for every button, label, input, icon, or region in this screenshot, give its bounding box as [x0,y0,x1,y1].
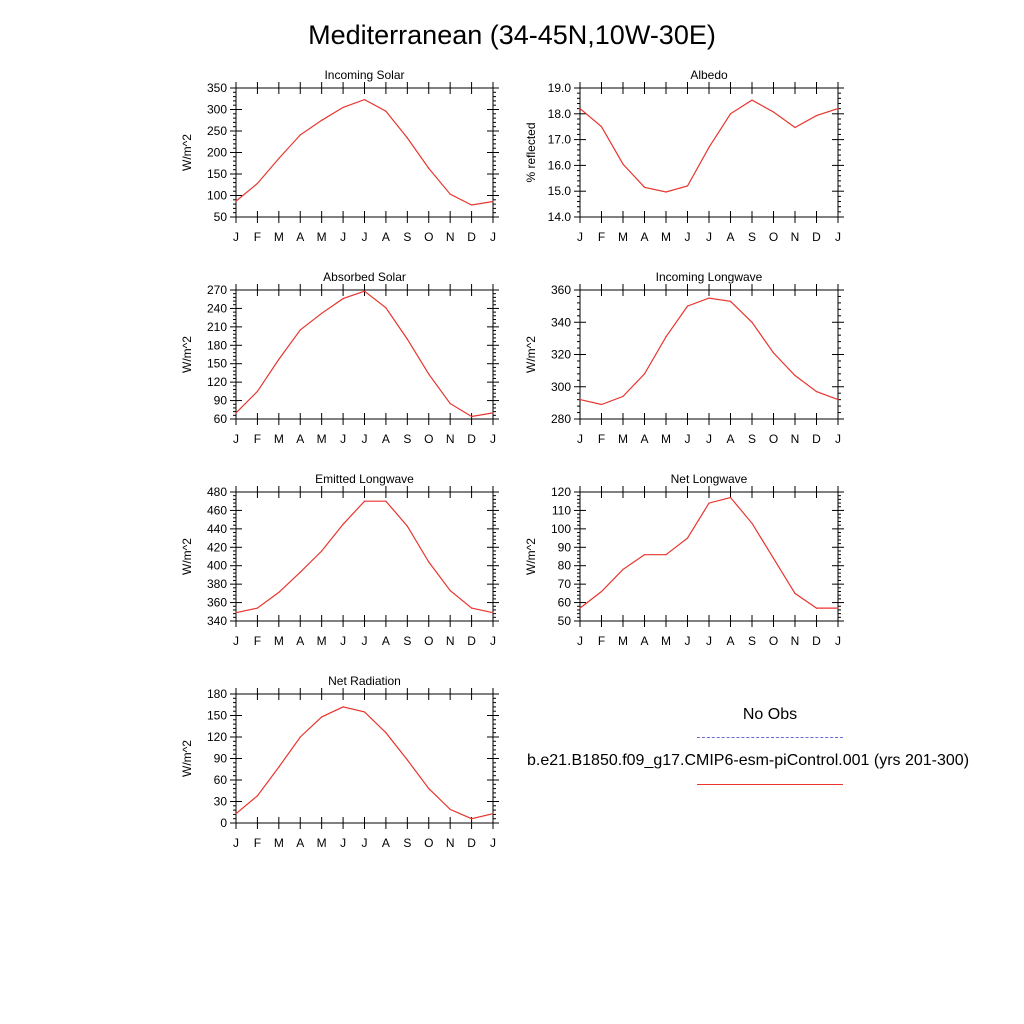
data-point [342,706,343,707]
x-tick-label: M [661,230,671,244]
y-tick-label: 100 [550,521,571,536]
y-tick-label: 340 [550,315,571,330]
x-tick-label: N [445,432,455,446]
x-tick-label: A [726,230,735,244]
x-tick-label: D [812,230,821,244]
data-point [321,313,322,314]
data-point [450,403,451,404]
x-tick-label: J [577,432,583,446]
data-point [794,127,795,128]
x-tick-label: O [768,230,779,244]
data-point [342,524,343,525]
data-point [751,322,752,323]
x-tick-label: A [296,634,305,648]
data-point [385,111,386,112]
y-axis-label: W/m^2 [524,336,538,373]
data-point [428,561,429,562]
data-point [601,591,602,592]
y-tick-label: 300 [550,379,571,394]
data-point [385,307,386,308]
data-point [579,399,580,400]
y-tick-label: 300 [206,102,227,117]
plot-frame [580,492,838,621]
data-point [773,558,774,559]
y-tick-label: 460 [206,503,227,518]
x-tick-label: F [597,230,606,244]
x-tick-label: M [316,836,327,850]
panel-3 [524,270,844,446]
x-tick-label: M [661,634,671,648]
x-tick-label: O [424,836,434,850]
data-point [579,108,580,109]
data-point [407,137,408,138]
y-tick-label: 150 [206,708,227,723]
series-line [236,501,493,613]
data-point [471,818,472,819]
y-tick-label: 80 [557,558,571,573]
data-point [321,550,322,551]
data-point [471,416,472,417]
x-tick-label: A [726,432,735,446]
y-tick-label: 250 [206,124,227,138]
y-tick-label: 50 [557,614,571,628]
y-tick-label: 17.0 [547,132,571,147]
data-point [687,306,688,307]
y-tick-label: 270 [206,283,227,297]
data-point [300,736,301,737]
x-tick-label: O [424,634,434,648]
y-tick-label: 240 [206,301,227,316]
x-tick-label: F [597,634,606,648]
x-tick-label: O [768,634,779,648]
y-tick-label: 90 [213,751,227,766]
data-point [278,359,279,360]
x-tick-label: F [253,634,262,648]
data-point [300,134,301,135]
data-point [407,759,408,760]
data-point [450,194,451,195]
data-point [644,187,645,188]
data-point [665,336,666,337]
x-tick-label: D [812,432,821,446]
y-tick-label: 60 [557,595,571,610]
plot-frame [236,88,493,217]
x-tick-label: J [233,836,239,850]
data-point [342,107,343,108]
y-tick-label: 360 [550,283,571,297]
x-tick-label: J [706,634,712,648]
y-tick-label: 200 [206,145,227,160]
legend-obs-line [697,737,843,738]
x-tick-label: J [340,836,347,850]
x-tick-label: J [684,634,691,648]
plot-frame [236,290,493,419]
panel-2 [180,270,499,446]
data-point [773,111,774,112]
panel-6 [180,674,499,850]
data-point [471,204,472,205]
data-point [579,608,580,609]
x-tick-label: F [253,230,262,244]
data-point [364,501,365,502]
x-tick-label: J [361,836,368,850]
x-tick-label: J [340,230,347,244]
data-point [235,612,236,613]
x-tick-label: J [706,230,712,244]
y-tick-label: 30 [213,794,227,809]
x-tick-label: O [424,432,434,446]
x-tick-label: A [381,836,390,850]
data-point [794,375,795,376]
x-tick-label: A [640,230,649,244]
y-tick-label: 440 [206,521,227,536]
panel-title: Emitted Longwave [315,472,414,486]
series-line [236,100,493,205]
panel-1 [524,68,844,244]
data-point [428,788,429,789]
plot-frame [236,694,493,823]
x-tick-label: O [424,230,434,244]
x-tick-label: J [684,230,691,244]
y-tick-label: 100 [206,188,227,203]
data-point [300,572,301,573]
series-line [236,291,493,416]
x-tick-label: F [597,432,606,446]
x-tick-label: N [790,230,800,244]
x-tick-label: M [273,432,284,446]
data-point [407,339,408,340]
x-tick-label: S [403,836,412,850]
x-tick-label: N [445,634,455,648]
data-point [816,391,817,392]
x-tick-label: J [490,634,496,648]
x-tick-label: N [790,634,800,648]
y-axis-label: W/m^2 [180,740,194,777]
y-tick-label: 120 [206,730,227,744]
panel-title: Net Radiation [328,674,401,688]
x-tick-label: J [490,836,496,850]
x-tick-label: M [316,634,327,648]
y-tick-label: 110 [551,503,571,518]
y-tick-label: 150 [206,167,227,181]
data-point [687,185,688,186]
x-tick-label: J [577,230,583,244]
data-point [342,298,343,299]
x-tick-label: M [618,230,628,244]
data-point [644,554,645,555]
x-tick-label: A [640,634,649,648]
y-tick-label: 280 [550,412,571,426]
y-tick-label: 15.0 [547,184,571,199]
data-point [450,590,451,591]
data-point [708,502,709,503]
x-tick-label: A [296,432,305,446]
data-point [300,329,301,330]
data-point [622,396,623,397]
data-point [622,164,623,165]
data-point [428,168,429,169]
panel-title: Net Longwave [670,472,748,486]
data-point [665,554,666,555]
y-axis-label: % reflected [524,122,538,183]
panel-title: Incoming Solar [324,68,405,82]
data-point [492,412,493,413]
data-point [730,113,731,114]
y-tick-label: 360 [206,595,227,610]
y-tick-label: 50 [213,210,227,224]
series-line [580,498,838,609]
y-tick-label: 90 [213,393,227,408]
data-point [622,569,623,570]
y-tick-label: 320 [550,347,571,362]
x-tick-label: J [361,432,368,446]
data-point [428,374,429,375]
x-tick-label: J [835,634,841,648]
x-tick-label: N [445,836,455,850]
y-tick-label: 0 [220,816,227,830]
data-point [665,191,666,192]
x-tick-label: J [340,634,347,648]
data-point [816,115,817,116]
x-tick-label: F [253,836,262,850]
data-point [687,537,688,538]
x-tick-label: D [467,836,476,850]
x-tick-label: J [490,230,496,244]
data-point [751,100,752,101]
x-tick-label: J [361,230,368,244]
data-point [601,404,602,405]
x-tick-label: A [381,230,390,244]
data-point [730,301,731,302]
y-tick-label: 16.0 [547,158,571,173]
data-point [708,297,709,298]
x-tick-label: N [445,230,455,244]
panel-5 [524,472,844,648]
data-point [257,795,258,796]
data-point [257,183,258,184]
data-point [837,608,838,609]
data-point [450,809,451,810]
data-point [235,813,236,814]
data-point [837,399,838,400]
x-tick-label: A [381,432,390,446]
data-point [837,108,838,109]
x-tick-label: J [835,230,841,244]
data-point [751,523,752,524]
y-tick-label: 400 [206,558,227,573]
x-tick-label: J [684,432,691,446]
data-point [235,200,236,201]
legend-model-label: b.e21.B1850.f09_g17.CMIP6-esm-piControl.001 (yrs 201-300) [527,752,970,769]
x-tick-label: O [768,432,779,446]
y-tick-label: 210 [206,319,227,334]
y-tick-label: 18.0 [547,106,571,121]
y-tick-label: 70 [557,577,571,592]
figure-title: Mediterranean (34-45N,10W-30E) [308,20,716,50]
data-point [257,608,258,609]
data-point [492,201,493,202]
x-tick-label: M [316,230,327,244]
x-tick-label: J [233,634,239,648]
data-point [794,593,795,594]
x-tick-label: A [296,230,305,244]
x-tick-label: J [361,634,368,648]
y-tick-label: 420 [206,540,227,555]
data-point [364,291,365,292]
data-point [644,373,645,374]
data-point [708,147,709,148]
data-point [492,612,493,613]
x-tick-label: S [403,230,412,244]
y-tick-label: 380 [206,577,227,592]
data-point [601,126,602,127]
x-tick-label: M [273,230,284,244]
x-tick-label: S [403,634,412,648]
data-point [321,716,322,717]
x-tick-label: M [273,836,284,850]
series-line [580,100,838,192]
x-tick-label: A [296,836,305,850]
x-tick-label: N [790,432,800,446]
y-tick-label: 14.0 [547,210,571,224]
y-tick-label: 180 [206,687,227,701]
plot-frame [236,492,493,621]
legend-obs-label: No Obs [742,706,798,723]
x-tick-label: S [747,634,757,648]
x-tick-label: M [316,432,327,446]
x-tick-label: A [726,634,735,648]
legend-model-line [697,784,843,785]
data-point [816,608,817,609]
x-tick-label: D [467,230,476,244]
x-tick-label: D [812,634,821,648]
y-tick-label: 90 [557,540,571,555]
data-point [730,497,731,498]
x-tick-label: S [403,432,412,446]
panel-4 [180,472,499,648]
y-axis-label: W/m^2 [180,336,194,373]
data-point [278,767,279,768]
x-tick-label: S [747,432,757,446]
x-tick-label: J [233,230,239,244]
y-tick-label: 350 [206,81,227,95]
y-tick-label: 340 [206,614,227,628]
x-tick-label: M [618,634,628,648]
x-tick-label: J [577,634,583,648]
x-tick-label: A [640,432,649,446]
y-tick-label: 60 [213,773,227,787]
data-point [278,158,279,159]
panel-title: Incoming Longwave [655,270,763,284]
data-point [235,412,236,413]
y-axis-label: W/m^2 [524,538,538,575]
x-tick-label: J [835,432,841,446]
data-point [407,525,408,526]
panel-title: Absorbed Solar [323,270,406,284]
y-tick-label: 19.0 [547,81,571,95]
y-tick-label: 120 [550,485,571,499]
x-tick-label: J [340,432,347,446]
x-tick-label: M [661,432,671,446]
plot-frame [580,290,838,419]
y-axis-label: W/m^2 [180,538,194,575]
x-tick-label: J [490,432,496,446]
x-tick-label: S [747,230,757,244]
data-point [364,711,365,712]
y-tick-label: 480 [206,485,227,499]
x-tick-label: M [273,634,284,648]
data-point [492,813,493,814]
x-tick-label: J [233,432,239,446]
data-point [471,608,472,609]
x-tick-label: J [706,432,712,446]
y-tick-label: 150 [206,356,227,371]
data-point [364,99,365,100]
data-point [385,501,386,502]
panel-0 [180,68,499,244]
plot-frame [580,88,838,217]
data-point [773,352,774,353]
data-point [385,732,386,733]
data-point [278,592,279,593]
panel-title: Albedo [690,68,728,82]
x-tick-label: F [253,432,262,446]
x-tick-label: M [618,432,628,446]
data-point [257,391,258,392]
y-tick-label: 120 [206,375,227,390]
x-tick-label: D [467,432,476,446]
y-tick-label: 180 [206,338,227,353]
series-line [580,298,838,404]
x-tick-label: D [467,634,476,648]
y-tick-label: 60 [213,412,227,426]
data-point [321,120,322,121]
x-tick-label: A [381,634,390,648]
y-axis-label: W/m^2 [180,134,194,171]
series-line [236,707,493,819]
